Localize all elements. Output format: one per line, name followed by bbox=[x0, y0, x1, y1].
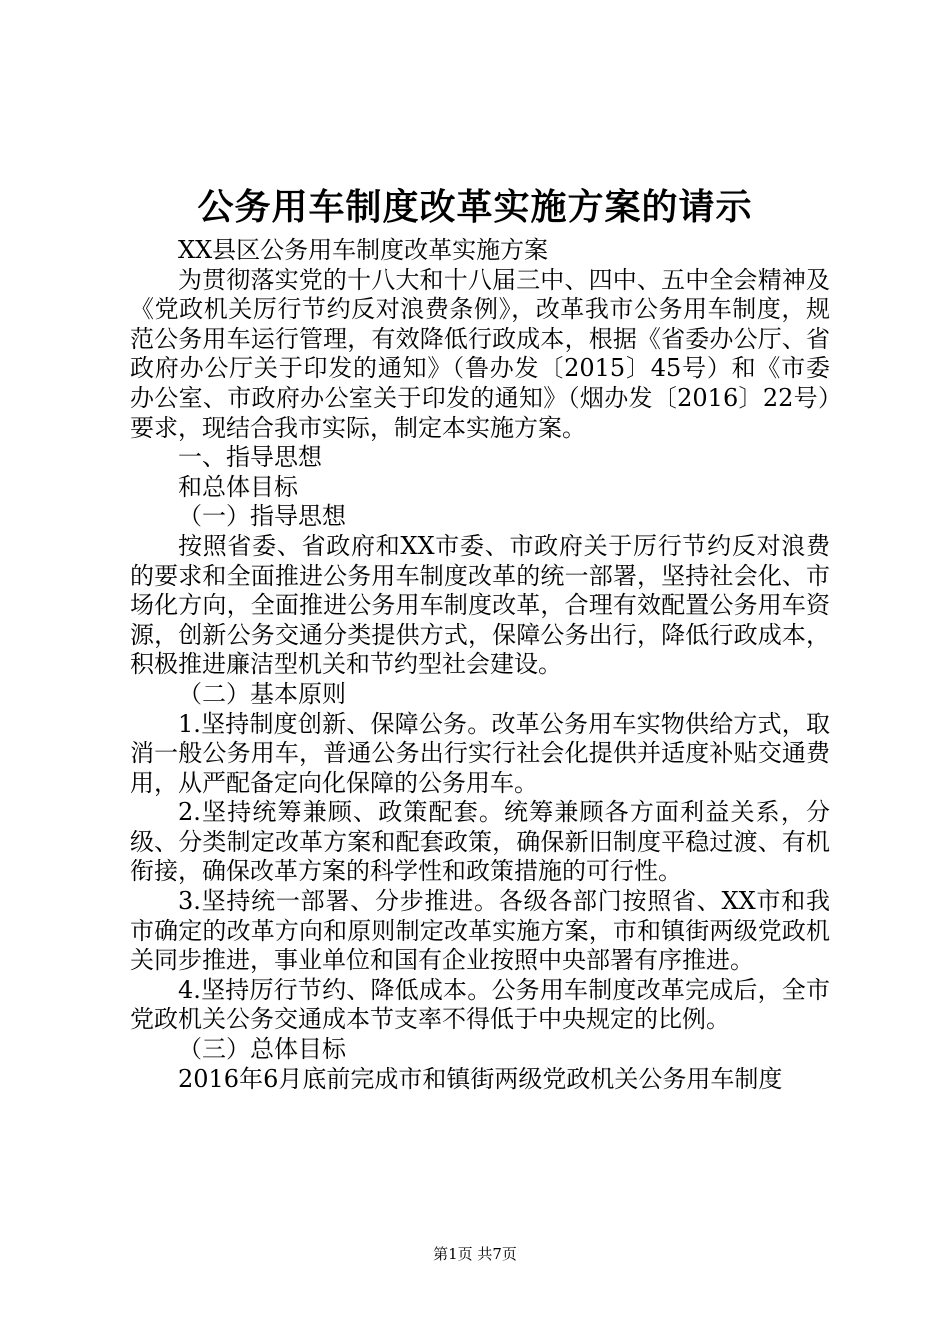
subsection-heading-3: （三）总体目标 bbox=[178, 1035, 346, 1064]
subsection-heading-1: （一）指导思想 bbox=[178, 502, 346, 531]
section-heading-guiding-ideology: 一、指导思想 bbox=[178, 443, 322, 472]
document-body bbox=[130, 236, 830, 1094]
principle-paragraph-2: 2.坚持统筹兼顾、政策配套。统筹兼顾各方面利益关系，分级、分类制定改革方案和配套政策，确保新旧制度平稳过渡、有机衔接，确保改革方案的科学性和政策措施的可行性。 bbox=[130, 798, 830, 886]
page-footer: 第1页 共7页 bbox=[433, 1245, 517, 1263]
subsection-heading-2: （二）基本原则 bbox=[178, 679, 346, 708]
intro-paragraph: 为贯彻落实党的十八大和十八届三中、四中、五中全会精神及《党政机关厉行节约反对浪费条例》，改革我市公务用车制度，规范公务用车运行管理，有效降低行政成本，根据《省委办公厅、省政府办公厅关于印发的通知》（鲁办发〔2015〕45号）和《市委办公室、市政府办公室关于印发的通知》（烟办发〔2016〕22号）要求，现结合我市实际，制定本实施方案。 bbox=[130, 265, 830, 442]
principle-paragraph-4: 4.坚持厉行节约、降低成本。公务用车制度改革完成后，全市党政机关公务交通成本节支率不得低于中央规定的比例。 bbox=[130, 975, 830, 1034]
section-heading-overall-goal: 和总体目标 bbox=[178, 472, 298, 501]
guiding-ideology-paragraph: 按照省委、省政府和XX市委、市政府关于厉行节约反对浪费的要求和全面推进公务用车制度改革的统一部署，坚持社会化、市场化方向，全面推进公务用车制度改革，合理有效配置公务用车资源，创新公务交通分类提供方式，保障公务出行，降低行政成本，积极推进廉洁型机关和节约型社会建设。 bbox=[130, 531, 830, 679]
subtitle-paragraph: XX县区公务用车制度改革实施方案 bbox=[178, 236, 549, 264]
overall-goal-paragraph: 2016年6月底前完成市和镇街两级党政机关公务用车制度 bbox=[178, 1064, 783, 1093]
principle-paragraph-1: 1.坚持制度创新、保障公务。改革公务用车实物供给方式，取消一般公务用车，普通公务出行实行社会化提供并适度补贴交通费用，从严配备定向化保障的公务用车。 bbox=[130, 709, 830, 797]
principle-paragraph-3: 3.坚持统一部署、分步推进。各级各部门按照省、XX市和我市确定的改革方向和原则制定改革实施方案，市和镇街两级党政机关同步推进，事业单位和国有企业按照中央部署有序推进。 bbox=[130, 887, 830, 975]
document-title: 公务用车制度改革实施方案的请示 bbox=[197, 187, 753, 228]
